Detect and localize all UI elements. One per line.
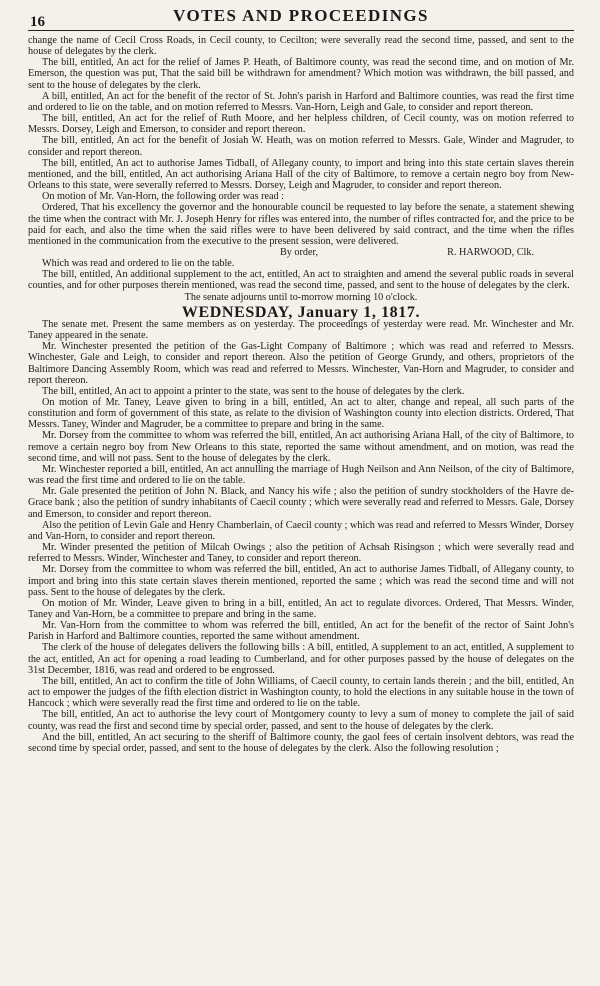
- paragraph: The bill, entitled, An act to authorise James Tidball, of Allegany county, to import and bring into this state certain slaves therein mentioned, and the bill, entitled, An act authorising Ariana Hall of the city of Baltimore, to remove a certain negro boy from New-Orleans to this state, were severally referred to Messrs. Dorsey, Leigh and Magruder, to consider and report thereon.: [28, 157, 574, 192]
- paragraph: And the bill, entitled, An act securing to the sheriff of Baltimore county, the gaol fees of certain insolvent debtors, was read the second time by special order, passed, and sent to the house of delegates by the clerk. Also the following resolution ;: [28, 731, 574, 754]
- running-head: [28, 4, 574, 31]
- paragraph: Which was read and ordered to lie on the table.: [42, 258, 235, 270]
- paragraph: The senate met. Present the same members as on yesterday. The proceedings of yesterday were read. Mr. Winchester and Mr. Taney appeared in the senate.: [28, 318, 574, 342]
- paragraph: Mr. Dorsey from the committee to whom was referred the bill, entitled, An act authorising Ariana Hall, of the city of Baltimore, to remove a certain negro boy from New Orleans to this state, reported the same without amendment, and on motion, was read the second time, and will not pass. Sent to the house of delegates by the clerk.: [28, 430, 574, 464]
- paragraph: The bill, entitled, An act for the benefit of Josiah W. Heath, was on motion referred to Messrs. Gale, Winder and Magruder, to consider and report thereon.: [28, 135, 574, 158]
- paragraph: On motion of Mr. Taney, Leave given to bring in a bill, entitled, An act to alter, change and repeal, all such parts of the constitution and form of government of this state, as relate to the division of Washington county into election districts. Ordered, That Messrs. Taney, Winder and Magruder, be a committee to prepare and bring in the same.: [28, 397, 574, 431]
- body-text: [28, 35, 574, 754]
- paragraph: Also the petition of Levin Gale and Henry Chamberlain, of Caecil county ; which was read and referred to Messrs Winder, Dorsey and Van-Horn, to consider and report thereon.: [28, 519, 574, 542]
- paragraph: The bill, entitled, An act to appoint a printer to the state, was sent to the house of delegates by the clerk.: [42, 385, 465, 397]
- signature-line: [28, 247, 574, 258]
- paragraph: Mr. Van-Horn from the committee to whom was referred the bill, entitled, An act for the benefit of the rector of Saint John's Parish in Harford and Baltimore counties, reported the same without amendment.: [28, 620, 574, 643]
- paragraph: change the name of Cecil Cross Roads, in Cecil county, to Cecilton; were severally read the second time, passed, and sent to the house of delegates by the clerk.: [28, 35, 574, 58]
- running-title: VOTES AND PROCEEDINGS: [173, 6, 429, 25]
- paragraph: On motion of Mr. Van-Horn, the following order was read :: [42, 191, 285, 203]
- paragraph: On motion of Mr. Winder, Leave given to bring in a bill, entitled, An act to regulate divorces. Ordered, That Messrs. Winder, Taney and Van-Horn, be a committee to prepare and bring in the same.: [28, 597, 574, 620]
- paragraph: Mr. Winchester presented the petition of the Gas-Light Company of Baltimore ; which was read and referred to Messrs. Winchester, Gale and Leigh, to consider and report thereon. Also the petition of George Grundy, and others, proprietors of the Baltimore Dancing Assembly Room, which was read and referred to Messrs. Winchester, Van-Horn and Magruder, to consider and report thereon.: [28, 341, 574, 386]
- date-heading: WEDNESDAY, January 1, 1817.: [181, 303, 421, 321]
- paragraph: The bill, entitled, An act to confirm the title of John Williams, of Caecil county, to certain lands therein ; and the bill, entitled, An act to empower the judges of the fifth election district in Washington county, to hold the elections in any suitable house in the town of Hancock ; which were severally read the first time and ordered to lie on the table.: [28, 675, 574, 710]
- paragraph: The bill, entitled, An act for the relief of Ruth Moore, and her helpless children, of Cecil county, was on motion referred to Messrs. Dorsey, Leigh and Emerson, to consider and report thereon.: [28, 113, 574, 136]
- paragraph: The clerk of the house of delegates delivers the following bills : A bill, entitled, A supplement to an act, entitled, A supplement to the act, entitled, An act for opening a road leading to Cumberland, and for other purposes passed by the house of delegates on the 31st December, 1816, was read and ordered to be engrossed.: [28, 642, 574, 676]
- paragraph: Mr. Gale presented the petition of John N. Black, and Nancy his wife ; also the petition of sundry stockholders of the Havre de-Grace bank ; also the petition of sundry inhabitants of Caecil county ; which were severally read and referred to Messrs. Gale, Dorsey and Emerson, to consider and report thereon.: [28, 486, 574, 520]
- signature-clerk: R. HARWOOD, Clk.: [447, 246, 534, 258]
- signature-by-order: By order,: [280, 246, 319, 258]
- paragraph: Ordered, That his excellency the governor and the honourable council be requested to lay before the senate, a statement shewing the time when the contract with Mr. J. Joseph Henry for rifles was entered into, the number of rifles contracted for, and the price to be paid for each, and also the time when the said rifles were to have been delivered by said contract, and the time when the rifles mentioned in the communication from the executive to the present session, were delivered.: [28, 202, 574, 247]
- adjournment-line: The senate adjourns until to-morrow morning 10 o'clock.: [184, 291, 418, 303]
- paragraph: The bill, entitled, An act to authorise the levy court of Montgomery county to levy a sum of money to complete the jail of said county, was read the first and second time by special order, passed, and sent to the house of delegates by the clerk.: [28, 709, 574, 732]
- paragraph: A bill, entitled, An act for the benefit of the rector of St. John's parish in Harford and Baltimore counties, was read the first time and ordered to lie on the table, and on motion referred to Messrs. Van-Horn, Leigh and Gale, to consider and report thereon.: [28, 90, 574, 113]
- paragraph: The bill, entitled, An act for the relief of James P. Heath, of Baltimore county, was read the second time, and on motion of Mr. Emerson, the question was put, That the said bill be withdrawn for amendment? Which motion was withdrawn, the bill passed, and sent to the house of delegates by the clerk.: [28, 57, 574, 91]
- paragraph: The bill, entitled, An additional supplement to the act, entitled, An act to straighten and amend the several public roads in several counties, and for other purposes therein mentioned, was read the second time, passed, and sent to the house of delegates by the clerk.: [28, 269, 574, 292]
- paragraph: Mr. Winder presented the petition of Milcah Owings ; also the petition of Achsah Risingson ; which were severally read and referred to Messrs. Winder, Winchester and Taney, to consider and report thereon.: [28, 542, 574, 565]
- paragraph: Mr. Dorsey from the committee to whom was referred the bill, entitled, An act to authorise James Tidball, of Allegany county, to import and bring into this state certain slaves therein mentioned, reported the same ; which was read the second time and will not pass. Sent to the house of delegates by the clerk.: [28, 564, 574, 598]
- page-number: 16: [30, 14, 45, 30]
- paragraph: Mr. Winchester reported a bill, entitled, An act annulling the marriage of Hugh Neilson and Ann Neilson, of the city of Baltimore, was read the first time and ordered to lie on the table.: [28, 463, 574, 487]
